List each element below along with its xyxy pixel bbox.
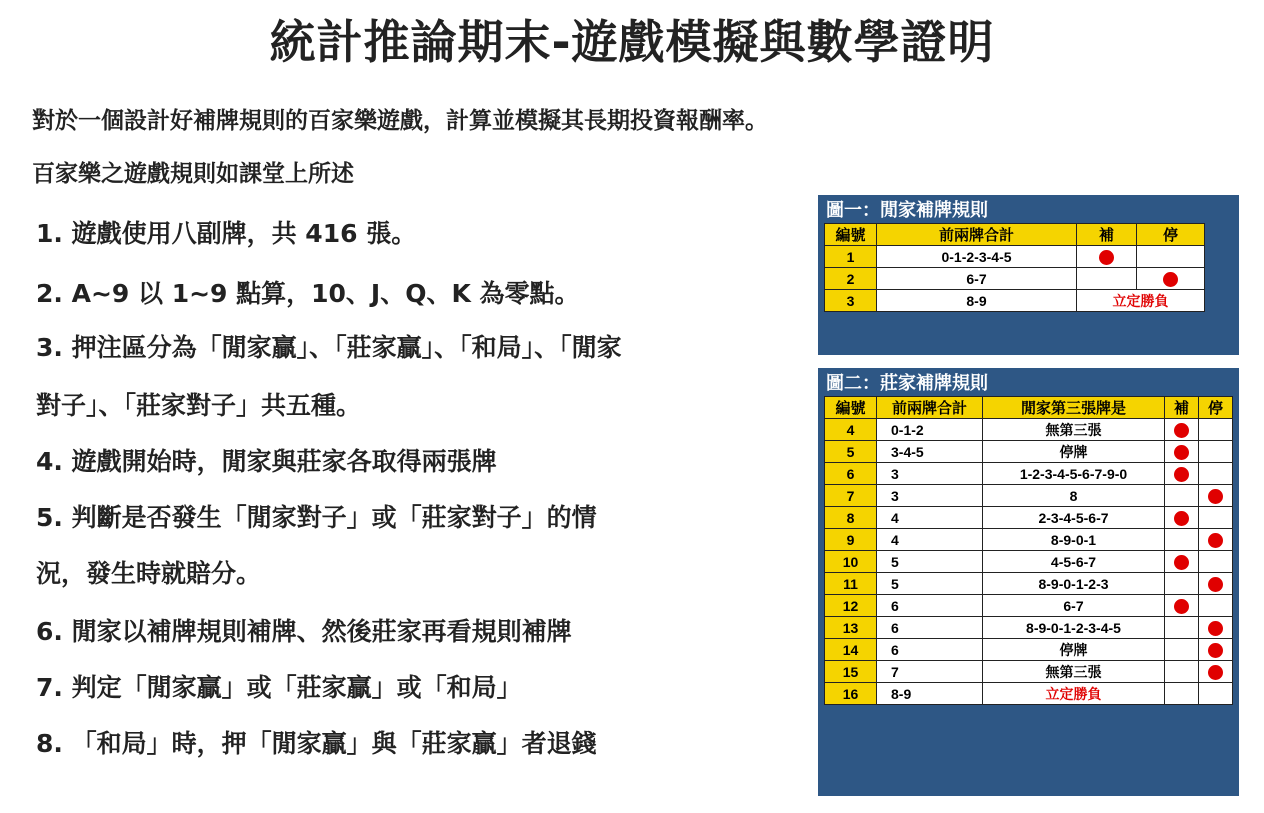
red-dot-icon — [1208, 489, 1223, 504]
row-third: 4-5-6-7 — [983, 551, 1165, 573]
draw-cell — [1165, 419, 1199, 441]
row-third: 停牌 — [983, 639, 1165, 661]
red-dot-icon — [1208, 643, 1223, 658]
draw-cell — [1077, 246, 1137, 268]
stand-cell — [1199, 639, 1233, 661]
stand-cell — [1199, 551, 1233, 573]
table-row — [825, 441, 1233, 463]
stand-cell — [1199, 441, 1233, 463]
row-sum: 4 — [877, 507, 983, 529]
row-sum: 3 — [877, 485, 983, 507]
row-no: 13 — [825, 617, 877, 639]
row-no: 1 — [825, 246, 877, 268]
draw-cell — [1165, 485, 1199, 507]
row-sum: 6-7 — [877, 268, 1077, 290]
header-third: 閒家第三張牌是 — [983, 397, 1165, 419]
row-third: 無第三張 — [983, 419, 1165, 441]
intro-line-1: 對於一個設計好補牌規則的百家樂遊戲，計算並模擬其長期投資報酬率。 — [32, 108, 768, 134]
table-row — [825, 268, 1205, 290]
draw-cell — [1077, 268, 1137, 290]
table-row — [825, 551, 1233, 573]
red-dot-icon — [1208, 577, 1223, 592]
red-dot-icon — [1174, 445, 1189, 460]
draw-cell — [1165, 529, 1199, 551]
row-no: 12 — [825, 595, 877, 617]
figure1-header-row — [825, 224, 1205, 246]
draw-cell — [1165, 595, 1199, 617]
stand-cell — [1199, 683, 1233, 705]
rule-line-4: 4. 遊戲開始時，閒家與莊家各取得兩張牌 — [36, 447, 497, 476]
row-third: 8-9-0-1-2-3-4-5 — [983, 617, 1165, 639]
red-dot-icon — [1208, 533, 1223, 548]
row-sum: 7 — [877, 661, 983, 683]
stand-cell — [1137, 268, 1205, 290]
row-no: 8 — [825, 507, 877, 529]
row-no: 10 — [825, 551, 877, 573]
red-dot-icon — [1174, 511, 1189, 526]
row-third: 立定勝負 — [983, 683, 1165, 705]
row-no: 6 — [825, 463, 877, 485]
result-cell: 立定勝負 — [1077, 290, 1205, 312]
table-row — [825, 573, 1233, 595]
row-sum: 3 — [877, 463, 983, 485]
header-no: 編號 — [825, 397, 877, 419]
header-sum: 前兩牌合計 — [877, 397, 983, 419]
draw-cell — [1165, 441, 1199, 463]
row-third: 無第三張 — [983, 661, 1165, 683]
stand-cell — [1199, 573, 1233, 595]
row-sum: 5 — [877, 573, 983, 595]
rule-line-2: 2. A~9 以 1~9 點算，10、J、Q、K 為零點。 — [36, 279, 580, 308]
rule-line-8: 8. 「和局」時，押「閒家贏」與「莊家贏」者退錢 — [36, 729, 597, 758]
row-no: 14 — [825, 639, 877, 661]
red-dot-icon — [1208, 665, 1223, 680]
figure2-body — [825, 419, 1233, 705]
stand-cell — [1199, 485, 1233, 507]
stand-cell — [1199, 463, 1233, 485]
draw-cell — [1165, 463, 1199, 485]
table-row — [825, 507, 1233, 529]
row-no: 16 — [825, 683, 877, 705]
table-row — [825, 246, 1205, 268]
row-no: 9 — [825, 529, 877, 551]
row-sum: 4 — [877, 529, 983, 551]
stand-cell — [1199, 529, 1233, 551]
header-draw: 補 — [1077, 224, 1137, 246]
red-dot-icon — [1099, 250, 1114, 265]
table-row — [825, 683, 1233, 705]
table-row — [825, 639, 1233, 661]
stand-cell — [1199, 617, 1233, 639]
row-no: 7 — [825, 485, 877, 507]
rule-line-6: 6. 閒家以補牌規則補牌、然後莊家再看規則補牌 — [36, 617, 572, 646]
header-stand: 停 — [1199, 397, 1233, 419]
figure2-title: 圖二：莊家補牌規則 — [826, 373, 988, 394]
figure2-table — [824, 396, 1233, 705]
rule-line-5-cont: 況，發生時就賠分。 — [36, 559, 262, 588]
row-sum: 6 — [877, 595, 983, 617]
row-sum: 6 — [877, 617, 983, 639]
table-row — [825, 485, 1233, 507]
draw-cell — [1165, 661, 1199, 683]
row-third: 8-9-0-1-2-3 — [983, 573, 1165, 595]
stand-cell — [1137, 246, 1205, 268]
table-row — [825, 463, 1233, 485]
figure2-header-row — [825, 397, 1233, 419]
stand-cell — [1199, 661, 1233, 683]
rule-line-5: 5. 判斷是否發生「閒家對子」或「莊家對子」的情 — [36, 503, 597, 532]
row-sum: 8-9 — [877, 290, 1077, 312]
row-no: 11 — [825, 573, 877, 595]
stand-cell — [1199, 507, 1233, 529]
figure2-panel — [818, 368, 1239, 796]
header-sum: 前兩牌合計 — [877, 224, 1077, 246]
red-dot-icon — [1174, 599, 1189, 614]
row-sum: 6 — [877, 639, 983, 661]
row-no: 15 — [825, 661, 877, 683]
row-sum: 8-9 — [877, 683, 983, 705]
header-stand: 停 — [1137, 224, 1205, 246]
draw-cell — [1165, 573, 1199, 595]
rule-line-3: 3. 押注區分為「閒家贏」、「莊家贏」、「和局」、「閒家 — [36, 333, 622, 362]
row-no: 2 — [825, 268, 877, 290]
row-sum: 0-1-2 — [877, 419, 983, 441]
row-no: 3 — [825, 290, 877, 312]
draw-cell — [1165, 683, 1199, 705]
table-row — [825, 290, 1205, 312]
figure1-table — [824, 223, 1205, 312]
rule-line-3-cont: 對子」、「莊家對子」共五種。 — [36, 391, 362, 420]
row-no: 5 — [825, 441, 877, 463]
red-dot-icon — [1174, 467, 1189, 482]
red-dot-icon — [1174, 423, 1189, 438]
stand-cell — [1199, 595, 1233, 617]
row-third: 8 — [983, 485, 1165, 507]
row-third: 1-2-3-4-5-6-7-9-0 — [983, 463, 1165, 485]
draw-cell — [1165, 617, 1199, 639]
red-dot-icon — [1174, 555, 1189, 570]
rule-line-7: 7. 判定「閒家贏」或「莊家贏」或「和局」 — [36, 673, 522, 702]
table-row — [825, 529, 1233, 551]
red-dot-icon — [1208, 621, 1223, 636]
table-row — [825, 617, 1233, 639]
draw-cell — [1165, 551, 1199, 573]
draw-cell — [1165, 507, 1199, 529]
table-row — [825, 595, 1233, 617]
red-dot-icon — [1163, 272, 1178, 287]
table-row — [825, 419, 1233, 441]
row-sum: 5 — [877, 551, 983, 573]
page-title: 統計推論期末-遊戲模擬與數學證明 — [269, 15, 995, 69]
row-third: 6-7 — [983, 595, 1165, 617]
stand-cell — [1199, 419, 1233, 441]
header-no: 編號 — [825, 224, 877, 246]
intro-line-2: 百家樂之遊戲規則如課堂上所述 — [32, 161, 354, 187]
draw-cell — [1165, 639, 1199, 661]
row-sum: 3-4-5 — [877, 441, 983, 463]
figure1-panel — [818, 195, 1239, 355]
figure1-title: 圖一：閒家補牌規則 — [826, 200, 988, 221]
row-third: 停牌 — [983, 441, 1165, 463]
row-no: 4 — [825, 419, 877, 441]
row-third: 8-9-0-1 — [983, 529, 1165, 551]
row-third: 2-3-4-5-6-7 — [983, 507, 1165, 529]
header-draw: 補 — [1165, 397, 1199, 419]
rule-line-1: 1. 遊戲使用八副牌，共 416 張。 — [36, 219, 417, 248]
row-sum: 0-1-2-3-4-5 — [877, 246, 1077, 268]
table-row — [825, 661, 1233, 683]
